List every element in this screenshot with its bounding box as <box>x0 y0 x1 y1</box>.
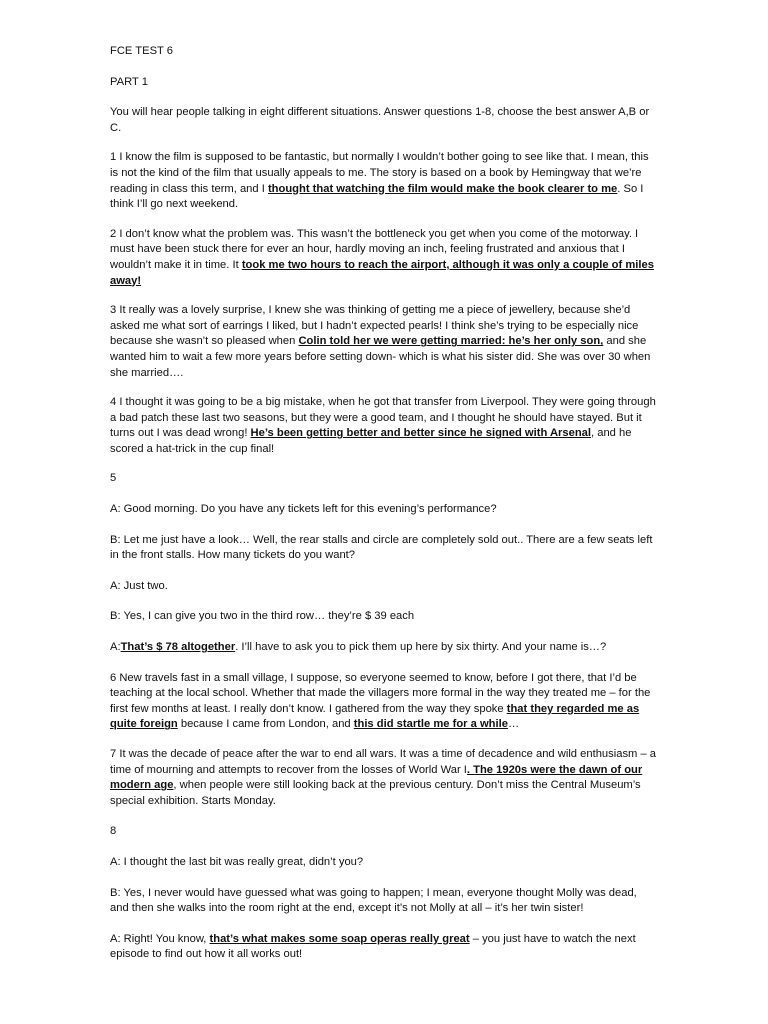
q5-text-end: . I’ll have to ask you to pick them up here by six thirty. And your name is…? <box>235 641 607 654</box>
q5-answer: That’s $ 78 altogether <box>120 641 236 654</box>
q7-text: 7 It was the decade of peace after the war to end all wars. It was a time of decadence and wild enthusiasm – a time of mourning and attempts to recover from the losses of World War I <box>110 748 657 776</box>
question-8-number: 8 <box>110 825 117 838</box>
q4-answer: He’s been getting better and better since he signed with Arsenal <box>250 427 592 440</box>
q3-text: 3 It really was a lovely surprise, I knew she was thinking of getting me a piece of jewellery, because she’d asked me what sort of earrings I liked, but I hadn’t expected pearls! I think she’s trying to be especially nice because she wasn’t so pleased when <box>110 304 639 348</box>
q8-line-2: B: Yes, I never would have guessed what was going to happen; I mean, everyone thought Molly was dead, and then she walks into the room right at the end, except it’s not Molly at all – it’s her twin sister! <box>110 886 637 915</box>
q5-line-1: A: Good morning. Do you have any tickets left for this evening’s performance? <box>110 503 497 516</box>
q1-answer: thought that watching the film would make the book clearer to me <box>267 182 618 195</box>
q8-line-1: A: I thought the last bit was really great, didn’t you? <box>110 855 364 868</box>
q6-answer-2: this did startle me for a while <box>353 718 508 731</box>
q5-line-4: B: Yes, I can give you two in the third row… they’re $ 39 each <box>110 610 415 623</box>
q2-text: 2 I don’t know what the problem was. This wasn’t the bottleneck you get when you come of the motorway. I must have been stuck there for ever an hour, hardly moving an inch, feeling frustrated and anxious that I wouldn’t make it in time. It <box>110 227 639 271</box>
q3-answer: Colin told her we were getting married: he’s her only son, <box>298 335 604 348</box>
question-1-text <box>110 150 658 212</box>
part-heading: PART 1 <box>110 75 148 88</box>
q6-text-mid: because I came from London, and <box>177 718 354 731</box>
q3-text-end: and she wanted him to wait a few more years before setting down- which is what his sister did. She was over 30 when she married…. <box>110 335 651 379</box>
q8-line-3 <box>110 932 658 963</box>
question-5-number: 5 <box>110 472 117 485</box>
q1-text: 1 I know the film is supposed to be fantastic, but normally I wouldn’t bother going to see like that. I mean, this is not the kind of the film that usually appeals to me. The story is based on a book by Hemingway that we’re reading in class this term, and I <box>110 151 649 195</box>
q6-text-end: … <box>507 718 520 731</box>
q2-answer: took me two hours to reach the airport, although it was only a couple of miles away! <box>110 258 654 287</box>
q5-line-3: A: Just two. <box>110 579 168 592</box>
question-3-text <box>110 303 658 381</box>
question-6-text <box>110 671 658 733</box>
question-4-text <box>110 395 658 457</box>
q5-line-2: B: Let me just have a look… Well, the rear stalls and circle are completely sold out.. There are a few seats left in the front stalls. How many tickets do you want? <box>110 533 653 562</box>
q4-text-end: , and he scored a hat-trick in the cup final! <box>110 427 632 455</box>
q1-text-end: . So I think I’ll go next weekend. <box>110 182 644 211</box>
q7-text-end: , when people were still looking back at the previous century. Don’t miss the Central Museum’s special exhibition. Starts Monday. <box>110 779 641 807</box>
q8-text-end: – you just have to watch the next episode to find out how it all works out! <box>110 932 636 961</box>
q7-answer: . The 1920s were the dawn of our modern age <box>110 763 643 792</box>
q6-answer-1: that they regarded me as quite foreign <box>110 702 640 731</box>
test-title: FCE TEST 6 <box>110 45 174 57</box>
instructions: You will hear people talking in eight different situations. Answer questions 1-8, choose the best answer A,B or C. <box>110 106 650 134</box>
q8-answer: that’s what makes some soap operas really great <box>209 932 470 945</box>
q4-text: 4 I thought it was going to be a big mistake, when he got that transfer from Liverpool. They were going through a bad patch these last two seasons, but they were a good team, and I thought he should have stayed. But it turns out I was dead wrong! <box>110 396 656 440</box>
question-2-text <box>110 227 658 289</box>
question-7-text <box>110 747 658 809</box>
q8-text: A: Right! You know, <box>110 932 210 945</box>
q5-speaker: A: <box>110 641 121 654</box>
q6-text: 6 New travels fast in a small village, I suppose, so everyone seemed to know, before I got there, that I’d be teaching at the local school. Whether that made the villagers more formal in the way they treated me – for the first few months at least. I really don’t know. I gathered from the way they spoke <box>110 671 651 715</box>
q5-line-5 <box>110 640 658 656</box>
